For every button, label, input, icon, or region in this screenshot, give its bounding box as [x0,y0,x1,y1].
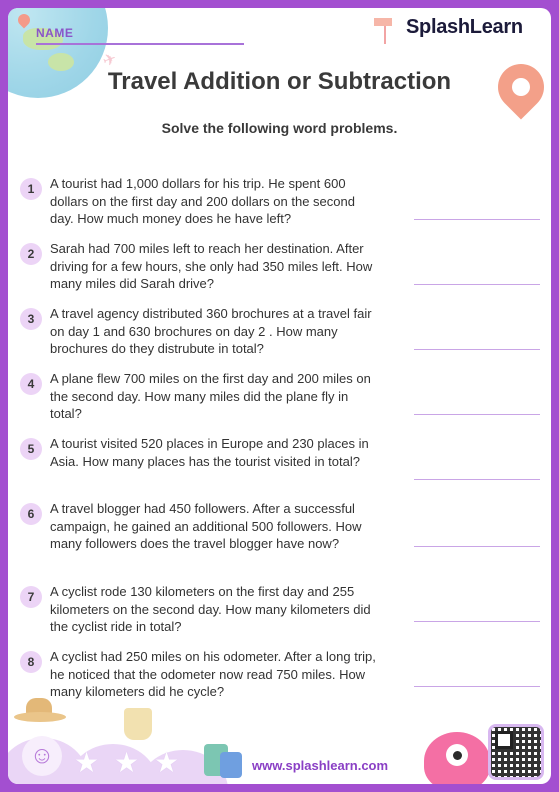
answer-line[interactable] [414,686,540,687]
answer-line[interactable] [414,414,540,415]
problem-number: 2 [20,243,42,265]
footer-url-link[interactable]: www.splashlearn.com [252,758,389,773]
name-label: NAME [36,26,74,40]
answer-line[interactable] [414,349,540,350]
problem-number: 7 [20,586,42,608]
flag-icon [376,14,396,44]
problem-number: 4 [20,373,42,395]
problem-text: A travel blogger had 450 followers. After a successful campaign, he gained an additional 500 followers. How many followers does the travel blogger have now? [50,501,362,551]
page-subtitle: Solve the following word problems. [161,120,398,136]
airplane-icon: ✈ [100,50,120,71]
problem-text: A cyclist had 250 miles on his odometer. After a long trip, he noticed that the odometer now read 750 miles. How many kilometers did he cycle? [50,649,376,699]
answer-line[interactable] [414,546,540,547]
problem-text: A cyclist rode 130 kilometers on the first day and 255 kilometers on the second day. How many kilometers did the cyclist ride in total? [50,584,371,634]
luggage-icon [204,738,240,778]
page-title: Travel Addition or Subtraction [107,68,452,95]
problem-number: 6 [20,503,42,525]
problem-number: 1 [20,178,42,200]
problem-number: 8 [20,651,42,673]
answer-line[interactable] [414,479,540,480]
problem-text: A tourist had 1,000 dollars for his trip. He spent 600 dollars on the first day and 200 dollars on the second day. How much money does he have left? [50,176,355,226]
star-icon: ★ [74,747,100,778]
answer-line[interactable] [414,219,540,220]
star-icon: ★ [154,747,180,778]
monster-icon [424,732,490,784]
brand-logo: SplashLearn [406,16,523,38]
drink-icon [124,708,152,740]
hat-icon [14,698,66,724]
worksheet-page [8,8,551,784]
problem-text: Sarah had 700 miles left to reach her destination. After driving for a few hours, she only had 350 miles left. How many miles did Sarah drive? [50,241,373,291]
problem-text: A tourist visited 520 places in Europe and 230 places in Asia. How many places has the tourist visited in total? [50,436,369,469]
problem-text: A travel agency distributed 360 brochures at a travel fair on day 1 and 630 brochures on day 2 . How many brochures do they distrubute in total? [50,306,372,356]
star-icon: ★ [114,747,140,778]
qr-code-icon [488,724,544,780]
answer-line[interactable] [414,284,540,285]
answer-line[interactable] [414,621,540,622]
name-input-line[interactable] [36,43,244,45]
problem-number: 5 [20,438,42,460]
smile-icon: ☺ [22,736,62,776]
problem-number: 3 [20,308,42,330]
problem-text: A plane flew 700 miles on the first day and 200 miles on the second day. How many miles did the plane fly in total? [50,371,371,421]
